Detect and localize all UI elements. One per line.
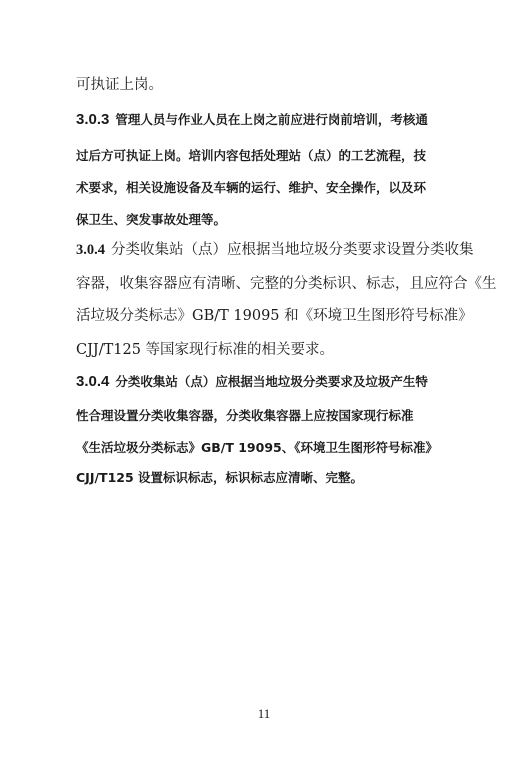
line-text: CJJ/T125 等国家现行标准的相关要求。 bbox=[76, 342, 335, 358]
text-line bbox=[76, 406, 414, 424]
line-text: 术要求，相关设施设备及车辆的运行、维护、安全操作，以及环 bbox=[76, 180, 427, 195]
text-line bbox=[76, 438, 438, 456]
page-number: 11 bbox=[257, 706, 271, 721]
text-line bbox=[76, 178, 426, 196]
clause-number: 3.0.4 bbox=[76, 373, 110, 390]
text-line bbox=[76, 210, 226, 228]
clause-3-0-3 bbox=[76, 110, 428, 128]
line-text: 过后方可执证上岗。培训内容包括处理站（点）的工艺流程，技 bbox=[76, 148, 427, 163]
line-text: 《生活垃圾分类标志》GB/T 19095、《环境卫生图形符号标准》 bbox=[76, 440, 438, 455]
text-line bbox=[76, 73, 163, 94]
text-line bbox=[76, 146, 426, 164]
clause-number: 3.0.3 bbox=[76, 111, 110, 128]
text-line bbox=[76, 468, 363, 486]
line-text: 保卫生、突发事故处理等。 bbox=[76, 212, 227, 227]
clause-text: 分类收集站（点）应根据当地垃圾分类要求及垃圾产生特 bbox=[115, 374, 428, 389]
text-line bbox=[76, 338, 334, 359]
line-text: 可执证上岗。 bbox=[76, 77, 163, 93]
clause-3-0-4-new bbox=[76, 372, 428, 390]
line-text: 活垃圾分类标志》GB/T 19095 和《环境卫生图形符号标准》 bbox=[76, 308, 473, 324]
text-line bbox=[76, 272, 497, 293]
clause-text: 管理人员与作业人员在上岗之前应进行岗前培训，考核通 bbox=[115, 112, 428, 127]
clause-3-0-4-old bbox=[76, 238, 474, 259]
clause-text: 分类收集站（点）应根据当地垃圾分类要求设置分类收集 bbox=[111, 242, 474, 258]
line-text: 容器，收集容器应有清晰、完整的分类标识、标志，且应符合《生 bbox=[76, 276, 497, 292]
line-text: CJJ/T125 设置标识标志，标识标志应清晰、完整。 bbox=[76, 470, 364, 485]
text-line bbox=[76, 304, 473, 325]
line-text: 性合理设置分类收集容器，分类收集容器上应按国家现行标准 bbox=[76, 408, 414, 423]
clause-number: 3.0.4 bbox=[76, 242, 105, 258]
